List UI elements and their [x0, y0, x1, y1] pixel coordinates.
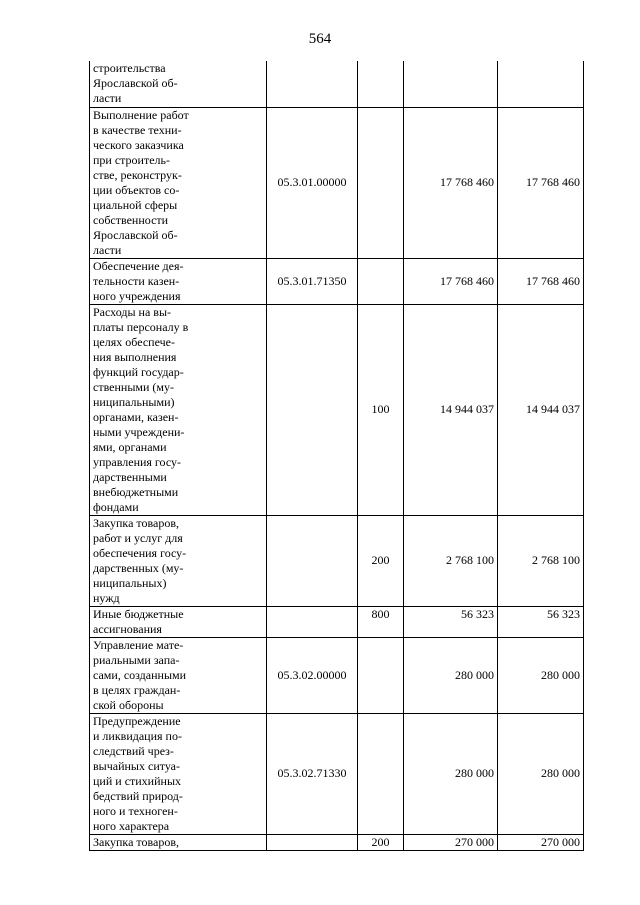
row-amount-2-cell: 56 323	[498, 606, 584, 637]
table-row	[90, 606, 584, 637]
row-expense-type-cell	[358, 61, 404, 107]
row-expense-type-cell: 800	[358, 606, 404, 637]
row-name: Обеспечение дея- тельности казен- ного учреждения	[93, 258, 184, 303]
row-name-cell	[90, 304, 267, 515]
table-row	[90, 637, 584, 713]
row-name: Управление мате- риальными запа- сами, созданными в целях граждан- ской обороны	[93, 637, 187, 712]
row-code-cell	[267, 834, 358, 850]
table-row	[90, 258, 584, 304]
row-code-cell	[267, 606, 358, 637]
row-amount-2-cell	[498, 61, 584, 107]
row-amount-2-cell: 2 768 100	[498, 515, 584, 606]
row-name-cell	[90, 713, 267, 834]
row-name: Предупреждение и ликвидация по- следствий чрез- вычайных ситуа- ций и стихийных бедствий природ- ного и техноген- ного характера	[93, 713, 183, 833]
row-expense-type-cell	[358, 637, 404, 713]
row-amount-2-cell: 17 768 460	[498, 107, 584, 258]
row-amount-1-cell	[404, 61, 498, 107]
row-name-cell	[90, 61, 267, 107]
row-amount-2-cell: 270 000	[498, 834, 584, 850]
row-name-cell	[90, 637, 267, 713]
row-code-cell: 05.3.01.00000	[267, 107, 358, 258]
table-row	[90, 61, 584, 107]
row-amount-1-cell: 17 768 460	[404, 107, 498, 258]
row-code-cell	[267, 515, 358, 606]
row-code-cell: 05.3.02.71330	[267, 713, 358, 834]
table-row	[90, 834, 584, 850]
row-code-cell	[267, 61, 358, 107]
row-name: Закупка товаров,	[93, 834, 179, 849]
table-row	[90, 304, 584, 515]
row-amount-1-cell: 2 768 100	[404, 515, 498, 606]
row-amount-1-cell: 280 000	[404, 713, 498, 834]
row-code-cell: 05.3.02.00000	[267, 637, 358, 713]
row-name: Расходы на вы- платы персоналу в целях обеспече- ния выполнения функций государ- ственными (му- ниципальными) органами, казен- ными учреждени- ями, органами управления госу- дарственными внебюджетными фондами	[93, 304, 189, 514]
page-number: 564	[308, 31, 332, 47]
table-row	[90, 515, 584, 606]
row-code-cell	[267, 304, 358, 515]
row-name: строительства Ярославской об- ласти	[93, 61, 178, 106]
row-expense-type-cell: 200	[358, 834, 404, 850]
row-amount-1-cell: 270 000	[404, 834, 498, 850]
row-amount-1-cell: 17 768 460	[404, 258, 498, 304]
row-amount-2-cell: 14 944 037	[498, 304, 584, 515]
row-expense-type-cell	[358, 107, 404, 258]
row-name-cell	[90, 515, 267, 606]
row-amount-1-cell: 56 323	[404, 606, 498, 637]
row-expense-type-cell	[358, 258, 404, 304]
row-name: Выполнение работ в качестве техни- ческого заказчика при строитель- стве, реконструк- ции объектов со- циальной сферы собственности Ярославской об- ласти	[93, 107, 189, 257]
table-row	[90, 107, 584, 258]
row-name: Иные бюджетные ассигнования	[93, 606, 184, 636]
row-amount-1-cell: 280 000	[404, 637, 498, 713]
row-expense-type-cell: 100	[358, 304, 404, 515]
row-amount-2-cell: 17 768 460	[498, 258, 584, 304]
row-name-cell	[90, 107, 267, 258]
row-name: Закупка товаров, работ и услуг для обеспечения госу- дарственных (му- ниципальных) нужд	[93, 515, 187, 605]
budget-table	[89, 61, 584, 851]
table-row	[90, 713, 584, 834]
row-name-cell	[90, 606, 267, 637]
row-amount-2-cell: 280 000	[498, 713, 584, 834]
row-amount-2-cell: 280 000	[498, 637, 584, 713]
row-code-cell: 05.3.01.71350	[267, 258, 358, 304]
row-expense-type-cell	[358, 713, 404, 834]
row-name-cell	[90, 258, 267, 304]
row-name-cell	[90, 834, 267, 850]
row-amount-1-cell: 14 944 037	[404, 304, 498, 515]
row-expense-type-cell: 200	[358, 515, 404, 606]
